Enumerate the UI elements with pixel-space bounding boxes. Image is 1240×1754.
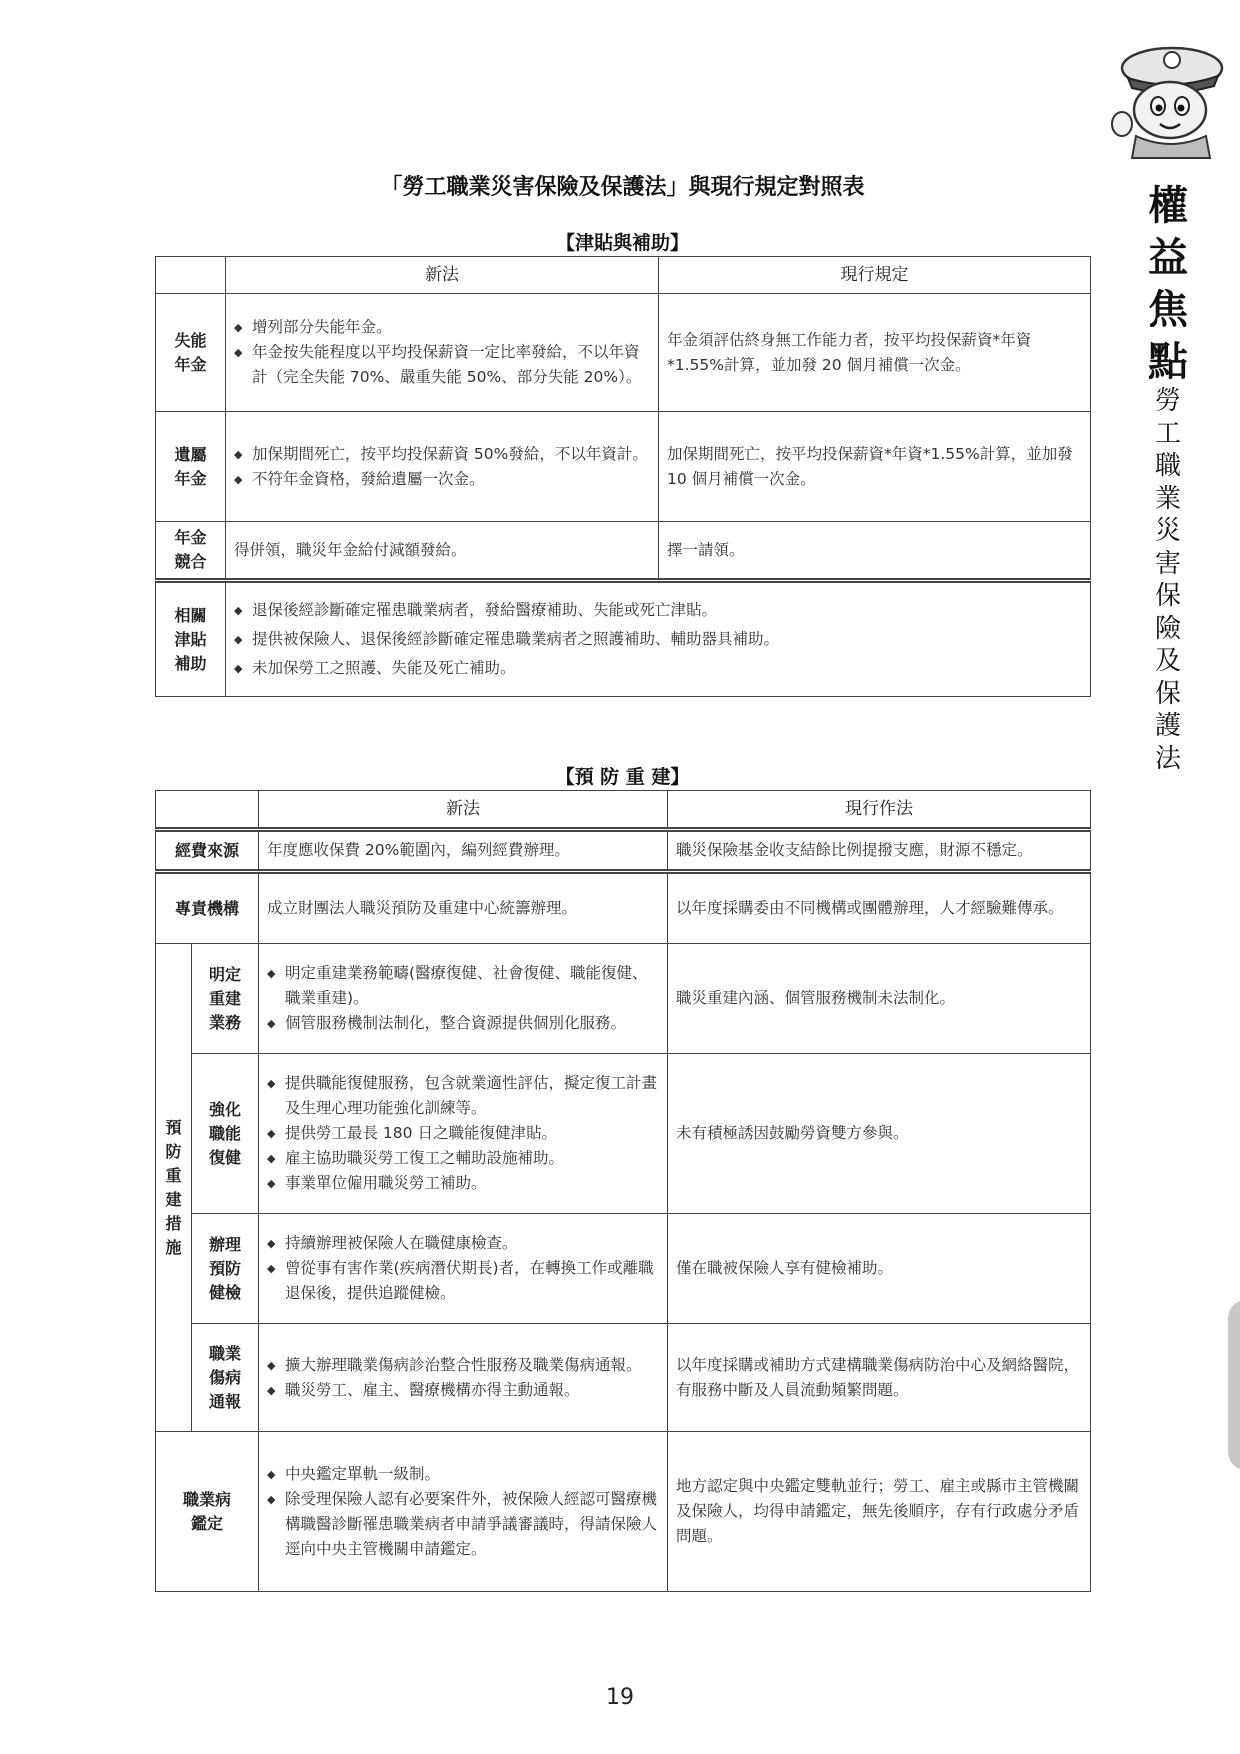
side-title-char: 權	[1148, 182, 1188, 229]
table-row	[156, 1432, 1091, 1592]
page-number: 19	[606, 1685, 634, 1710]
table-row	[156, 294, 1091, 412]
row-label: 辦理 預防 健檢	[192, 1214, 259, 1324]
row-label: 失能 年金	[156, 294, 226, 412]
new-law-cell	[226, 294, 659, 412]
list-item: ◆ 未加保勞工之照護、失能及死亡補助。	[234, 654, 1082, 683]
side-title	[1138, 180, 1198, 388]
list-item: ◆ 退保後經診斷確定罹患職業病者，發給醫療補助、失能或死亡津貼。	[234, 596, 1082, 625]
current-practice-cell: 職災重建內涵、個管服務機制未法制化。	[668, 944, 1091, 1054]
row-label: 專責機構	[156, 872, 259, 944]
row-label: 遺屬 年金	[156, 412, 226, 522]
table-header-row	[156, 791, 1091, 830]
current-rule-cell: 加保期間死亡，按平均投保薪資*年資*1.55%計算，並加發 10 個月補償一次金。	[659, 412, 1091, 522]
current-practice-cell: 未有積極誘因鼓勵勞資雙方參與。	[668, 1054, 1091, 1214]
current-practice-cell: 僅在職被保險人享有健檢補助。	[668, 1214, 1091, 1324]
table-header-row	[156, 257, 1091, 294]
allowance-section-title: 【津貼與補助】	[555, 232, 689, 254]
header-new-law: 新法	[259, 791, 668, 830]
side-title-char: 益	[1148, 234, 1188, 281]
side-sub-char: 法	[1154, 743, 1181, 774]
side-sub-char: 保	[1154, 581, 1181, 611]
row-label: 職業 傷病 通報	[192, 1324, 259, 1432]
list-item: ◆ 事業單位僱用職災勞工補助。	[267, 1171, 659, 1196]
list-item: ◆ 職災勞工、雇主、醫療機構亦得主動通報。	[267, 1378, 659, 1403]
list-item: ◆ 雇主協助職災勞工復工之輔助設施補助。	[267, 1146, 659, 1171]
side-sub-char: 災	[1154, 516, 1181, 546]
new-law-cell	[226, 412, 659, 522]
list-item: ◆ 除受理保險人認有必要案件外，被保險人經認可醫療機構職醫診斷罹患職業病者申請爭議審議時，得請保險人逕向中央主管機關申請鑑定。	[267, 1487, 659, 1562]
side-sub-char: 險	[1154, 613, 1181, 644]
side-sub-char: 勞	[1154, 386, 1181, 416]
list-item: ◆ 中央鑑定單軌一級制。	[267, 1462, 659, 1487]
prevention-table	[155, 790, 1091, 1592]
new-law-cell	[259, 1432, 668, 1592]
row-label: 相關 津貼 補助	[156, 581, 226, 697]
current-practice-cell: 地方認定與中央鑑定雙軌並行；勞工、雇主或縣市主管機關及保險人，均得申請鑑定，無先後順序，存有行政處分矛盾問題。	[668, 1432, 1091, 1592]
row-label: 強化 職能 復健	[192, 1054, 259, 1214]
prevention-section-title: 【預 防 重 建】	[555, 766, 690, 788]
side-sub-char: 業	[1154, 483, 1181, 514]
group-label-prevention-measures: 預 防 重 建 措 施	[156, 944, 192, 1432]
list-item: ◆ 加保期間死亡，按平均投保薪資 50%發給，不以年資計。	[234, 442, 650, 467]
list-item: ◆ 明定重建業務範疇(醫療復健、社會復健、職能復健、職業重建)。	[267, 961, 659, 1011]
side-sub-char: 職	[1154, 451, 1181, 481]
page-title: 「勞工職業災害保險及保護法」與現行規定對照表	[380, 175, 865, 200]
side-sub-char: 害	[1154, 548, 1181, 579]
list-item: ◆ 曾從事有害作業(疾病潛伏期長)者，在轉換工作或離職退保後，提供追蹤健檢。	[267, 1256, 659, 1306]
header-blank	[156, 257, 226, 294]
side-subtitle	[1148, 385, 1188, 775]
row-label: 年金 競合	[156, 522, 226, 581]
header-current-practice: 現行作法	[668, 791, 1091, 830]
new-law-cell: 成立財團法人職災預防及重建中心統籌辦理。	[259, 872, 668, 944]
list-item: ◆ 年金按失能程度以平均投保薪資一定比率發給，不以年資計（完全失能 70%、嚴重失能 50%、部分失能 20%）。	[234, 340, 650, 390]
allowance-table	[155, 256, 1091, 697]
list-item: ◆ 增列部分失能年金。	[234, 315, 650, 340]
header-current-rule: 現行規定	[659, 257, 1091, 294]
side-sub-char: 護	[1154, 711, 1181, 741]
side-sub-char: 工	[1154, 418, 1181, 449]
row-label: 經費來源	[156, 830, 259, 872]
current-practice-cell: 以年度採購委由不同機構或團體辦理，人才經驗難傳承。	[668, 872, 1091, 944]
row-label: 職業病 鑑定	[156, 1432, 259, 1592]
list-item: ◆ 個管服務機制法制化，整合資源提供個別化服務。	[267, 1011, 659, 1036]
table-row	[156, 1054, 1091, 1214]
current-rule-cell: 擇一請領。	[659, 522, 1091, 581]
current-practice-cell: 以年度採購或補助方式建構職業傷病防治中心及網絡醫院，有服務中斷及人員流動頻繁問題。	[668, 1324, 1091, 1432]
related-allowances-cell	[226, 581, 1091, 697]
table-row	[156, 944, 1091, 1054]
table-row	[156, 1324, 1091, 1432]
side-title-char: 點	[1148, 338, 1188, 385]
mascot-illustration	[1110, 40, 1228, 160]
new-law-cell: 年度應收保費 20%範圍內，編列經費辦理。	[259, 830, 668, 872]
table-row	[156, 830, 1091, 872]
new-law-cell	[259, 944, 668, 1054]
new-law-cell: 得併領，職災年金給付減額發給。	[226, 522, 659, 581]
new-law-cell	[259, 1214, 668, 1324]
table-row	[156, 522, 1091, 581]
side-sub-char: 及	[1154, 646, 1181, 676]
header-new-law: 新法	[226, 257, 659, 294]
list-item: ◆ 提供勞工最長 180 日之職能復健津貼。	[267, 1121, 659, 1146]
table-row	[156, 412, 1091, 522]
side-sub-char: 保	[1154, 678, 1181, 709]
list-item: ◆ 不符年金資格，發給遺屬一次金。	[234, 467, 650, 492]
side-title-char: 焦	[1148, 286, 1188, 333]
list-item: ◆ 提供被保險人、退保後經診斷確定罹患職業病者之照護補助、輔助器具補助。	[234, 625, 1082, 654]
header-blank	[156, 791, 259, 830]
table-row	[156, 872, 1091, 944]
list-item: ◆ 擴大辦理職業傷病診治整合性服務及職業傷病通報。	[267, 1353, 659, 1378]
list-item: ◆ 持續辦理被保險人在職健康檢查。	[267, 1231, 659, 1256]
page-edge-tab	[1228, 1300, 1240, 1470]
table-row	[156, 1214, 1091, 1324]
new-law-cell	[259, 1324, 668, 1432]
new-law-cell	[259, 1054, 668, 1214]
current-rule-cell: 年金須評估終身無工作能力者，按平均投保薪資*年資*1.55%計算，並加發 20 個月補償一次金。	[659, 294, 1091, 412]
list-item: ◆ 提供職能復健服務，包含就業適性評估，擬定復工計畫及生理心理功能強化訓練等。	[267, 1071, 659, 1121]
current-practice-cell: 職災保險基金收支結餘比例提撥支應，財源不穩定。	[668, 830, 1091, 872]
row-label: 明定 重建 業務	[192, 944, 259, 1054]
table-row	[156, 581, 1091, 697]
